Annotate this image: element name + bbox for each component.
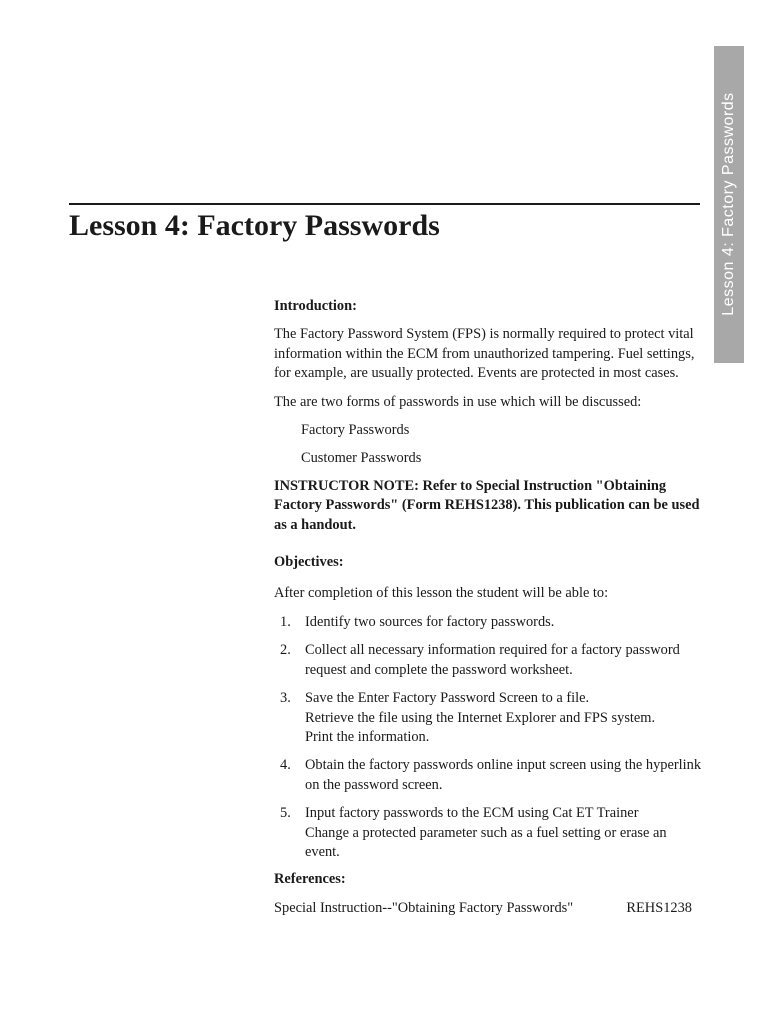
objective-number: 4. <box>280 757 291 774</box>
objective-item <box>274 756 704 795</box>
objective-text: Change a protected parameter such as a fuel setting or erase an event. <box>305 824 667 860</box>
objective-item <box>274 613 704 632</box>
introduction-paragraph: The Factory Password System (FPS) is normally required to protect vital information within the ECM from unauthorized tampering. Fuel settings, for example, are usually protected. Events are protected in most cases. <box>274 326 695 382</box>
objective-item <box>274 641 704 680</box>
introduction-heading: Introduction: <box>274 298 357 314</box>
objective-text: Print the information. <box>305 728 430 745</box>
objective-text: Input factory passwords to the ECM using Cat ET Trainer <box>305 805 639 822</box>
reference-item <box>274 899 692 918</box>
objective-text: Identify two sources for factory passwords. <box>305 613 555 630</box>
instructor-note: INSTRUCTOR NOTE: Refer to Special Instruction "Obtaining Factory Passwords" (Form REHS1238). This publication can be used as a handout. <box>274 477 700 533</box>
password-form-item: Customer Passwords <box>301 450 422 467</box>
password-form-item: Factory Passwords <box>301 422 410 439</box>
reference-code: REHS1238 <box>626 899 692 916</box>
objective-number: 2. <box>280 642 291 659</box>
objective-text: Retrieve the file using the Internet Explorer and FPS system. <box>305 709 656 726</box>
side-tab <box>714 46 744 363</box>
objective-item <box>274 689 704 747</box>
objective-number: 1. <box>280 613 291 630</box>
objectives-intro: After completion of this lesson the student will be able to: <box>274 585 609 602</box>
title-divider <box>69 203 700 205</box>
password-forms-intro: The are two forms of passwords in use which will be discussed: <box>274 393 642 410</box>
objective-text: Save the Enter Factory Password Screen to a file. <box>305 690 590 707</box>
objective-number: 3. <box>280 690 291 707</box>
objective-number: 5. <box>280 805 291 822</box>
reference-title: Special Instruction--"Obtaining Factory Passwords" <box>274 899 574 916</box>
objective-text: Obtain the factory passwords online input screen using the hyperlink on the password screen. <box>305 757 702 793</box>
lesson-title: Lesson 4: Factory Passwords <box>69 209 440 242</box>
side-tab-label: Lesson 4: Factory Passwords <box>720 92 737 316</box>
lesson-content <box>274 297 704 918</box>
objectives-list <box>274 613 704 862</box>
objectives-heading: Objectives: <box>274 554 344 571</box>
references-heading: References: <box>274 871 346 888</box>
objective-item <box>274 804 704 862</box>
objective-text: Collect all necessary information required for a factory password request and complete the password worksheet. <box>305 642 680 678</box>
